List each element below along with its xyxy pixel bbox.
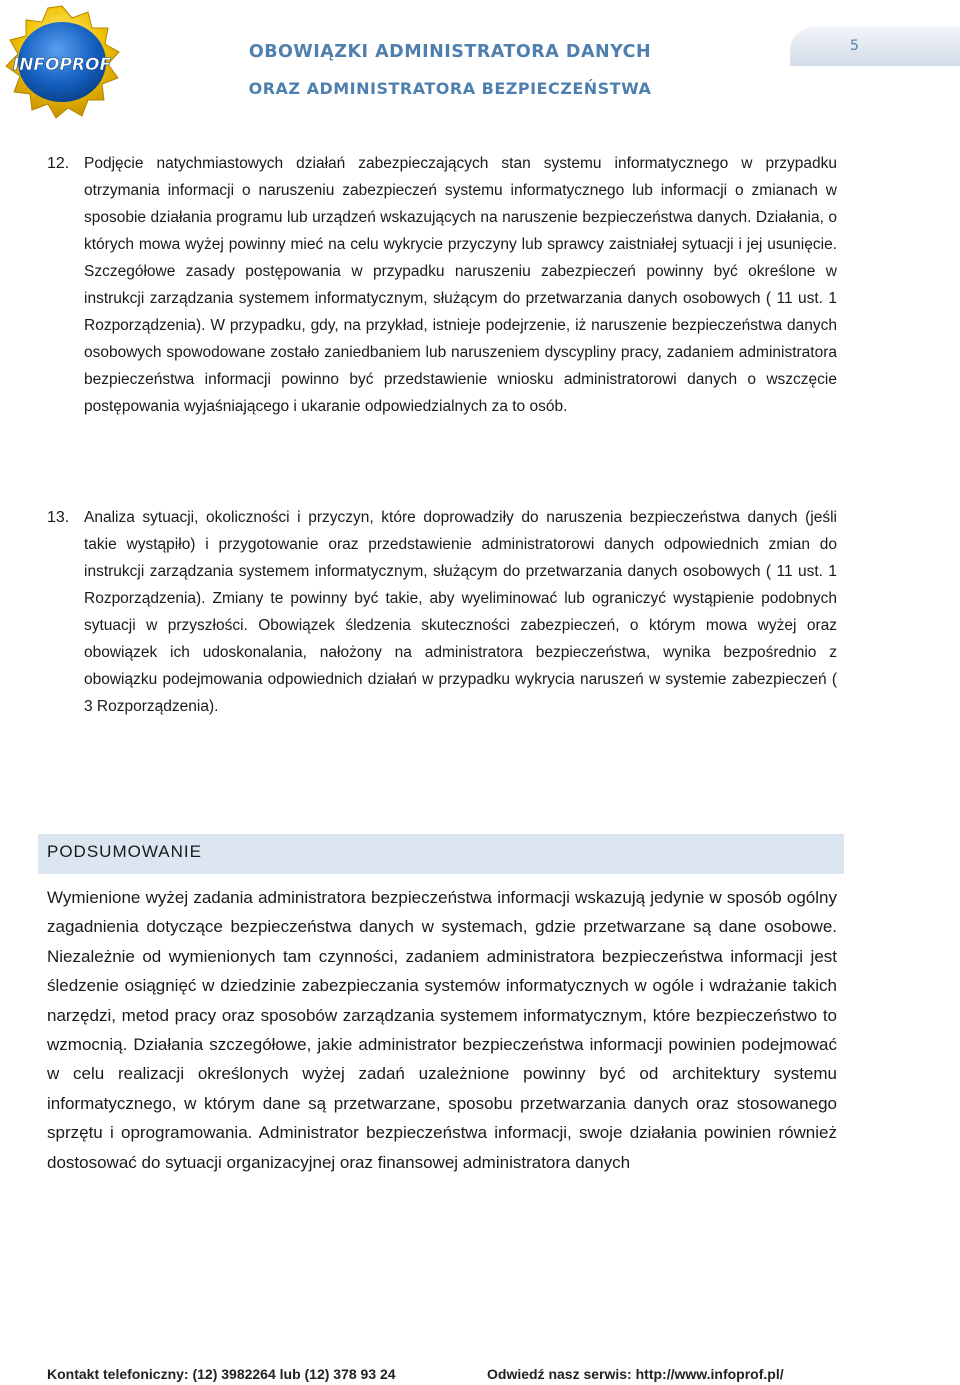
header-title-line1: OBOWIĄZKI ADMINISTRATORA DANYCH xyxy=(248,42,652,62)
footer-contact: Kontakt telefoniczny: (12) 3982264 lub (12) 378 93 24 xyxy=(47,1366,396,1382)
list-item-text: Podjęcie natychmiastowych działań zabezpieczających stan systemu informatycznego w przypadku otrzymania informacji o naruszeniu zabezpieczeń systemu informatycznego lub informacji o zmianach w sposobie działania programu lub urządzeń wskazujących na naruszenie bezpieczeństwa danych. Działania, o których mowa wyżej powinny mieć na celu wykrycie przyczyny lub sprawcy zaistniałej sytuacji i jej usunięcie. Szczegółowe zasady postępowania w przypadku naruszeniu zabezpieczeń powinny być określone w instrukcji zarządzania systemem informatycznym, służącym do przetwarzania danych osobowych ( 11 ust. 1 Rozporządzenia). W przypadku, gdy, na przykład, istnieje podejrzenie, iż naruszenie bezpieczeństwa danych osobowych spowodowane zostało zaniedbaniem lub naruszeniem dyscypliny pracy, zadaniem administratora bezpieczeństwa informacji powinno być przedstawienie wniosku administratorowi danych o wszczęcie postępowania wyjaśniającego i ukaranie odpowiedzialnych za to osób. xyxy=(84,155,837,415)
footer-website: Odwiedź nasz serwis: http://www.infoprof.pl/ xyxy=(487,1366,784,1382)
list-item-number: 13. xyxy=(47,509,70,526)
summary-paragraph: Wymienione wyżej zadania administratora bezpieczeństwa informacji wskazują jedynie w sposób ogólny zagadnienia dotyczące bezpieczeństwa danych w systemach, gdzie przetwarzane są dane osobowe. Niezależnie od wymienionych tam czynności, zadaniem administratora bezpieczeństwa informacji jest śledzenie osiągnięć w dziedzinie zabezpieczania systemów informatycznych w ogóle i wdrażanie takich narzędzi, metod pracy oraz sposobów zarządzania systemem informatycznym, które bezpieczeństwo to wzmocnią. Działania szczegółowe, jakie administrator bezpieczeństwa informacji powinien podejmować w celu realizacji określonych wyżej zadań uzależnione powinny być od architektury systemu informatycznego, w którym dane są przetwarzane, sposobu przetwarzania danych oraz stosowanego sprzętu i oprogramowania. Administrator bezpieczeństwa informacji, swoje działania powinien również dostosować do sytuacji organizacyjnej oraz finansowej administratora danych xyxy=(47,888,837,1172)
summary-heading: PODSUMOWANIE xyxy=(47,842,202,861)
page-number: 5 xyxy=(850,38,859,54)
logo-text: INFOPROF xyxy=(12,55,112,75)
list-item-text: Analiza sytuacji, okoliczności i przyczyn, które doprowadziły do naruszenia bezpieczeństwa danych (jeśli takie wystąpiło) i przygotowanie oraz przedstawienie administratorowi danych odpowiednich zmian do instrukcji zarządzania systemem informatycznym, służącym do przetwarzania danych osobowych ( 11 ust. 1 Rozporządzenia). Zmiany te powinny być takie, aby wyeliminować lub ograniczyć wystąpienie podobnych sytuacji w przyszłości. Obowiązek śledzenia skuteczności zabezpieczeń, o którym mowa wyżej oraz obowiązek ich udoskonalania, nałożony na administratora bezpieczeństwa, wynika bezpośrednio z obowiązku podejmowania odpowiednich działań w przypadku wykrycia naruszeń w systemie zabezpieczeń ( 3 Rozporządzenia). xyxy=(84,509,837,715)
page-number-tab xyxy=(790,26,960,66)
list-item xyxy=(47,150,837,420)
list-item xyxy=(47,504,837,720)
infoprof-logo xyxy=(2,4,122,120)
header-title-line2: ORAZ ADMINISTRATORA BEZPIECZEŃSTWA xyxy=(248,79,652,98)
list-item-number: 12. xyxy=(47,155,70,172)
